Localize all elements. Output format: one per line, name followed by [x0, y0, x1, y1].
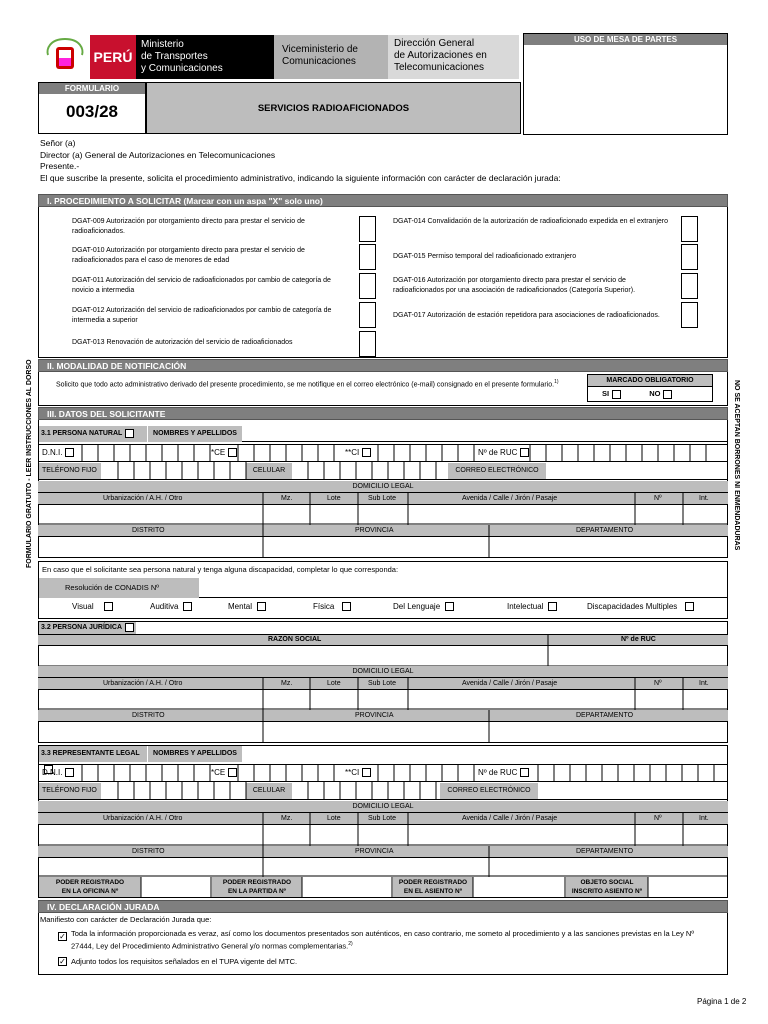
disability-option: Física: [313, 602, 351, 611]
no-label: NO: [649, 389, 661, 398]
juridica-text: 3.2 PERSONA JURÍDICA: [41, 624, 123, 631]
declaration-item-2: Adjunto todos los requisitos señalados en el TUPA vigente del MTC.: [71, 957, 298, 966]
emblem: [40, 35, 90, 79]
phone-label-2: TELÉFONO FIJO: [39, 783, 101, 799]
disability-option: Intelectual: [507, 602, 557, 611]
proc-item: DGAT-016 Autorización por otorgamiento directo para prestar el servicio de radioaficionados por una asociación de radioaficionados (Categoría Superior).: [393, 277, 636, 294]
disability-checkbox[interactable]: [445, 602, 454, 611]
lote-col: Lote: [327, 495, 341, 502]
proc-item: DGAT-017 Autorización de estación repetidora para asociaciones de radioaficionados.: [393, 312, 660, 319]
notification-text: [56, 377, 576, 390]
proc-checkbox[interactable]: [359, 273, 376, 299]
intro-line: El que suscribe la presente, solicita el procedimiento administrativo, indicando la siguiente información con carácter de declaración jurada:: [40, 172, 561, 183]
distrito-col: DISTRITO: [132, 848, 165, 855]
conadis-label: Resolución de CONADIS Nº: [39, 578, 199, 598]
ci-text: **CI: [345, 448, 360, 457]
direction-line: de Autorizaciones en: [394, 50, 487, 61]
ministry-line: Ministerio: [141, 39, 184, 50]
proc-item: DGAT-010 Autorización por otorgamiento directo para prestar el servicio de radioaficionados para el caso de menores de edad: [72, 247, 305, 264]
lote-col: Lote: [327, 680, 341, 687]
si-checkbox[interactable]: [612, 390, 621, 399]
email-label-2: CORREO ELECTRÓNICO: [440, 783, 538, 799]
formulario-box: [38, 82, 146, 134]
phone-label: TELÉFONO FIJO: [39, 463, 101, 479]
mesa-partes-label: USO DE MESA DE PARTES: [524, 34, 727, 45]
proc-checkbox[interactable]: [681, 273, 698, 299]
departamento-col: DEPARTAMENTO: [576, 527, 634, 534]
natural-text: 3.1 PERSONA NATURAL: [41, 430, 123, 437]
coat-of-arms-icon: [40, 35, 90, 79]
sublote-col: Sub Lote: [368, 680, 397, 687]
dni-digit-lines-2: [38, 764, 728, 782]
no-checkbox[interactable]: [663, 390, 672, 399]
ministry-line: de Transportes: [141, 51, 208, 62]
domicilio-header-2: DOMICILIO LEGAL: [38, 666, 728, 678]
section2-title: II. MODALIDAD DE NOTIFICACIÓN: [38, 359, 728, 372]
peru-logo: PERÚ: [90, 35, 136, 79]
disability-option: Del Lenguaje: [393, 602, 454, 611]
urb-col: Urbanización / A.H. / Otro: [103, 680, 183, 687]
direction-line: Telecomunicaciones: [394, 62, 485, 73]
poder-asiento-line: EN EL ASIENTO Nº: [403, 888, 463, 895]
vice-line: Viceministerio de: [282, 44, 358, 55]
razon-grid: [38, 634, 728, 667]
page-number: Página 1 de 2: [697, 997, 747, 1006]
formulario-number: 003/28: [66, 102, 118, 121]
right-vertical-note: NO SE ACEPTAN BORRONES NI ENMENDADURAS: [733, 380, 740, 551]
email-label: CORREO ELECTRÓNICO: [448, 463, 546, 479]
departamento-col: DEPARTAMENTO: [576, 848, 634, 855]
section1-title: I. PROCEDIMIENTO A SOLICITAR (Marcar con un aspa "X" solo uno): [38, 194, 728, 207]
disability-option: Mental: [228, 602, 266, 611]
sublote-col: Sub Lote: [368, 495, 397, 502]
poder-partida-line: EN LA PARTIDA Nº: [227, 888, 287, 895]
disability-checkbox[interactable]: [257, 602, 266, 611]
representante-text: 3.3 REPRESENTANTE LEGAL: [41, 750, 140, 757]
urb-col: Urbanización / A.H. / Otro: [103, 495, 183, 502]
proc-item: DGAT-013 Renovación de autorización del servicio de radioaficionados: [72, 339, 293, 346]
razon-social-label: RAZÓN SOCIAL: [268, 636, 322, 643]
declaration-check-1[interactable]: ✓: [59, 932, 66, 941]
int-col: Int.: [699, 815, 709, 822]
ce-text: *CE: [211, 448, 226, 457]
poder-oficina-line: EN LA OFICINA Nº: [61, 888, 119, 895]
declaration-check-2[interactable]: ✓: [59, 957, 66, 966]
avenida-col: Avenida / Calle / Jirón / Pasaje: [462, 680, 558, 687]
mz-col: Mz.: [281, 815, 293, 822]
intro-line: Director (a) General de Autorizaciones en Telecomunicaciones: [40, 149, 276, 160]
mandatory-label: MARCADO OBLIGATORIO: [588, 375, 712, 387]
avenida-col: Avenida / Calle / Jirón / Pasaje: [462, 495, 558, 502]
formulario-label: FORMULARIO: [39, 83, 145, 94]
proc-item: DGAT-015 Permiso temporal del radioaficionado extranjero: [393, 253, 577, 260]
nombres-label: NOMBRES Y APELLIDOS: [148, 426, 242, 442]
service-title: SERVICIOS RADIOAFICIONADOS: [257, 102, 410, 114]
distrito-col: DISTRITO: [132, 712, 165, 719]
notification-sup: 1): [554, 379, 559, 385]
int-col: Int.: [699, 680, 709, 687]
si-label: SI: [602, 389, 610, 398]
ruc2-label: Nº de RUC: [621, 636, 656, 643]
num-col: Nº: [654, 815, 662, 822]
address-grid-3: [38, 813, 728, 846]
address-grid-2: [38, 678, 728, 710]
mandatory-box: [587, 374, 713, 402]
disability-checkbox[interactable]: [342, 602, 351, 611]
objeto-social-line: INSCRITO ASIENTO Nº: [571, 888, 643, 895]
poder-asiento-line: PODER REGISTRADO: [398, 879, 468, 886]
mz-col: Mz.: [281, 680, 293, 687]
left-vertical-note: FORMULARIO GRATUITO - LEER INSTRUCCIONES AL DORSO: [26, 359, 33, 568]
int-col: Int.: [699, 495, 709, 502]
mesa-partes-box[interactable]: [523, 33, 728, 135]
departamento-col: DEPARTAMENTO: [576, 712, 634, 719]
poder-oficina-line: PODER REGISTRADO: [55, 879, 125, 886]
proc-checkbox[interactable]: [681, 302, 698, 328]
section3-title: III. DATOS DEL SOLICITANTE: [38, 407, 728, 420]
district-grid-2: [38, 710, 728, 743]
disability-checkbox[interactable]: [548, 602, 557, 611]
notification-text-main: Solicito que todo acto administrativo derivado del presente procedimiento, se me notifique en el correo electrónico (e-mail) consignado en el presente formulario.: [56, 381, 555, 389]
proc-item: DGAT-012 Autorización del servicio de radioaficionados por cambio de categoría de intermedia a superior: [72, 307, 332, 324]
sublote-col: Sub Lote: [368, 815, 397, 822]
declaration-item-1: [71, 928, 716, 952]
proc-item: DGAT-009 Autorización por otorgamiento directo para prestar el servicio de radioaficionados.: [72, 218, 305, 235]
avenida-col: Avenida / Calle / Jirón / Pasaje: [462, 815, 558, 822]
disability-option: Auditiva: [150, 602, 192, 611]
address-grid: [38, 493, 728, 525]
dni-text: D.N.I.: [42, 768, 63, 777]
service-title-box: [146, 82, 521, 134]
poder-partida-line: PODER REGISTRADO: [222, 879, 292, 886]
ce-text: *CE: [211, 768, 226, 777]
num-col: Nº: [654, 680, 662, 687]
proc-checkbox[interactable]: [359, 302, 376, 328]
nombres-field[interactable]: [242, 426, 728, 442]
ministry-line: y Comunicaciones: [141, 63, 223, 74]
viceministry-block: [274, 35, 388, 79]
distrito-col: DISTRITO: [132, 527, 165, 534]
declaration-sup: 2): [348, 941, 353, 947]
disability-option: Visual: [72, 602, 113, 611]
disability-option: Discapacidades Multiples: [587, 602, 694, 611]
declaration-item-1-text: Toda la información proporcionada es veraz, así como los documentos presentados son auténticos, en caso contrario, me someto al procedimiento y a las sanciones previstas en la Ley Nº 27444, Ley del Procedimiento Administrativo General y/o normas complementarias.: [71, 929, 695, 951]
disability-checkbox[interactable]: [104, 602, 113, 611]
natural-checkbox[interactable]: [125, 429, 134, 438]
ci-text: **CI: [345, 768, 360, 777]
dni-text: D.N.I.: [42, 448, 63, 457]
si-no-row: [588, 387, 712, 399]
juridica-label: [39, 622, 136, 634]
proc-item: DGAT-014 Convalidación de la autorización de radioaficionado expedida en el extranjero: [393, 218, 668, 225]
disability-checkbox[interactable]: [183, 602, 192, 611]
provincia-col: PROVINCIA: [355, 527, 394, 534]
lote-col: Lote: [327, 815, 341, 822]
disability-intro: En caso que el solicitante sea persona natural y tenga alguna discapacidad, completar lo que corresponda:: [42, 565, 399, 574]
phone-digit-lines-2: [38, 782, 458, 800]
proc-checkbox[interactable]: [359, 331, 376, 357]
domicilio-header-3: DOMICILIO LEGAL: [38, 801, 728, 813]
section4-title: IV. DECLARACIÓN JURADA: [38, 900, 728, 913]
nombres-label-2: NOMBRES Y APELLIDOS: [148, 746, 242, 762]
proc-checkbox[interactable]: [681, 216, 698, 242]
disability-checkbox[interactable]: [685, 602, 694, 611]
ruc-text: Nº de RUC: [478, 448, 518, 457]
celular-label-2: CELULAR: [246, 783, 292, 799]
proc-checkbox[interactable]: [359, 216, 376, 242]
natural-label: [39, 426, 147, 442]
proc-item: DGAT-011 Autorización del servicio de radioaficionados por cambio de categoría de novicio a intermedia: [72, 277, 331, 294]
conadis-field[interactable]: [199, 578, 727, 598]
celular-label: CELULAR: [246, 463, 292, 479]
provincia-col: PROVINCIA: [355, 712, 394, 719]
direction-line: Dirección General: [394, 38, 475, 49]
poder-grid: [38, 877, 728, 898]
objeto-social-line: OBJETO SOCIAL: [580, 879, 634, 886]
intro-line: Presente.-: [40, 161, 80, 171]
vice-line: Comunicaciones: [282, 56, 356, 67]
direction-block: [388, 35, 519, 79]
representante-label: [39, 746, 147, 762]
district-grid: [38, 525, 728, 558]
mz-col: Mz.: [281, 495, 293, 502]
provincia-col: PROVINCIA: [355, 848, 394, 855]
declaration-intro: Manifiesto con carácter de Declaración Jurada que:: [40, 915, 212, 924]
district-grid-3: [38, 846, 728, 877]
proc-checkbox[interactable]: [681, 244, 698, 270]
intro-line: Señor (a): [40, 138, 76, 148]
ministry-block: [136, 35, 274, 79]
urb-col: Urbanización / A.H. / Otro: [103, 815, 183, 822]
num-col: Nº: [654, 495, 662, 502]
phone-digit-lines: [38, 462, 458, 480]
intro: [40, 138, 561, 184]
domicilio-header: DOMICILIO LEGAL: [38, 481, 728, 493]
proc-checkbox[interactable]: [359, 244, 376, 270]
ruc-text: Nº de RUC: [478, 768, 518, 777]
juridica-checkbox[interactable]: [125, 623, 134, 632]
